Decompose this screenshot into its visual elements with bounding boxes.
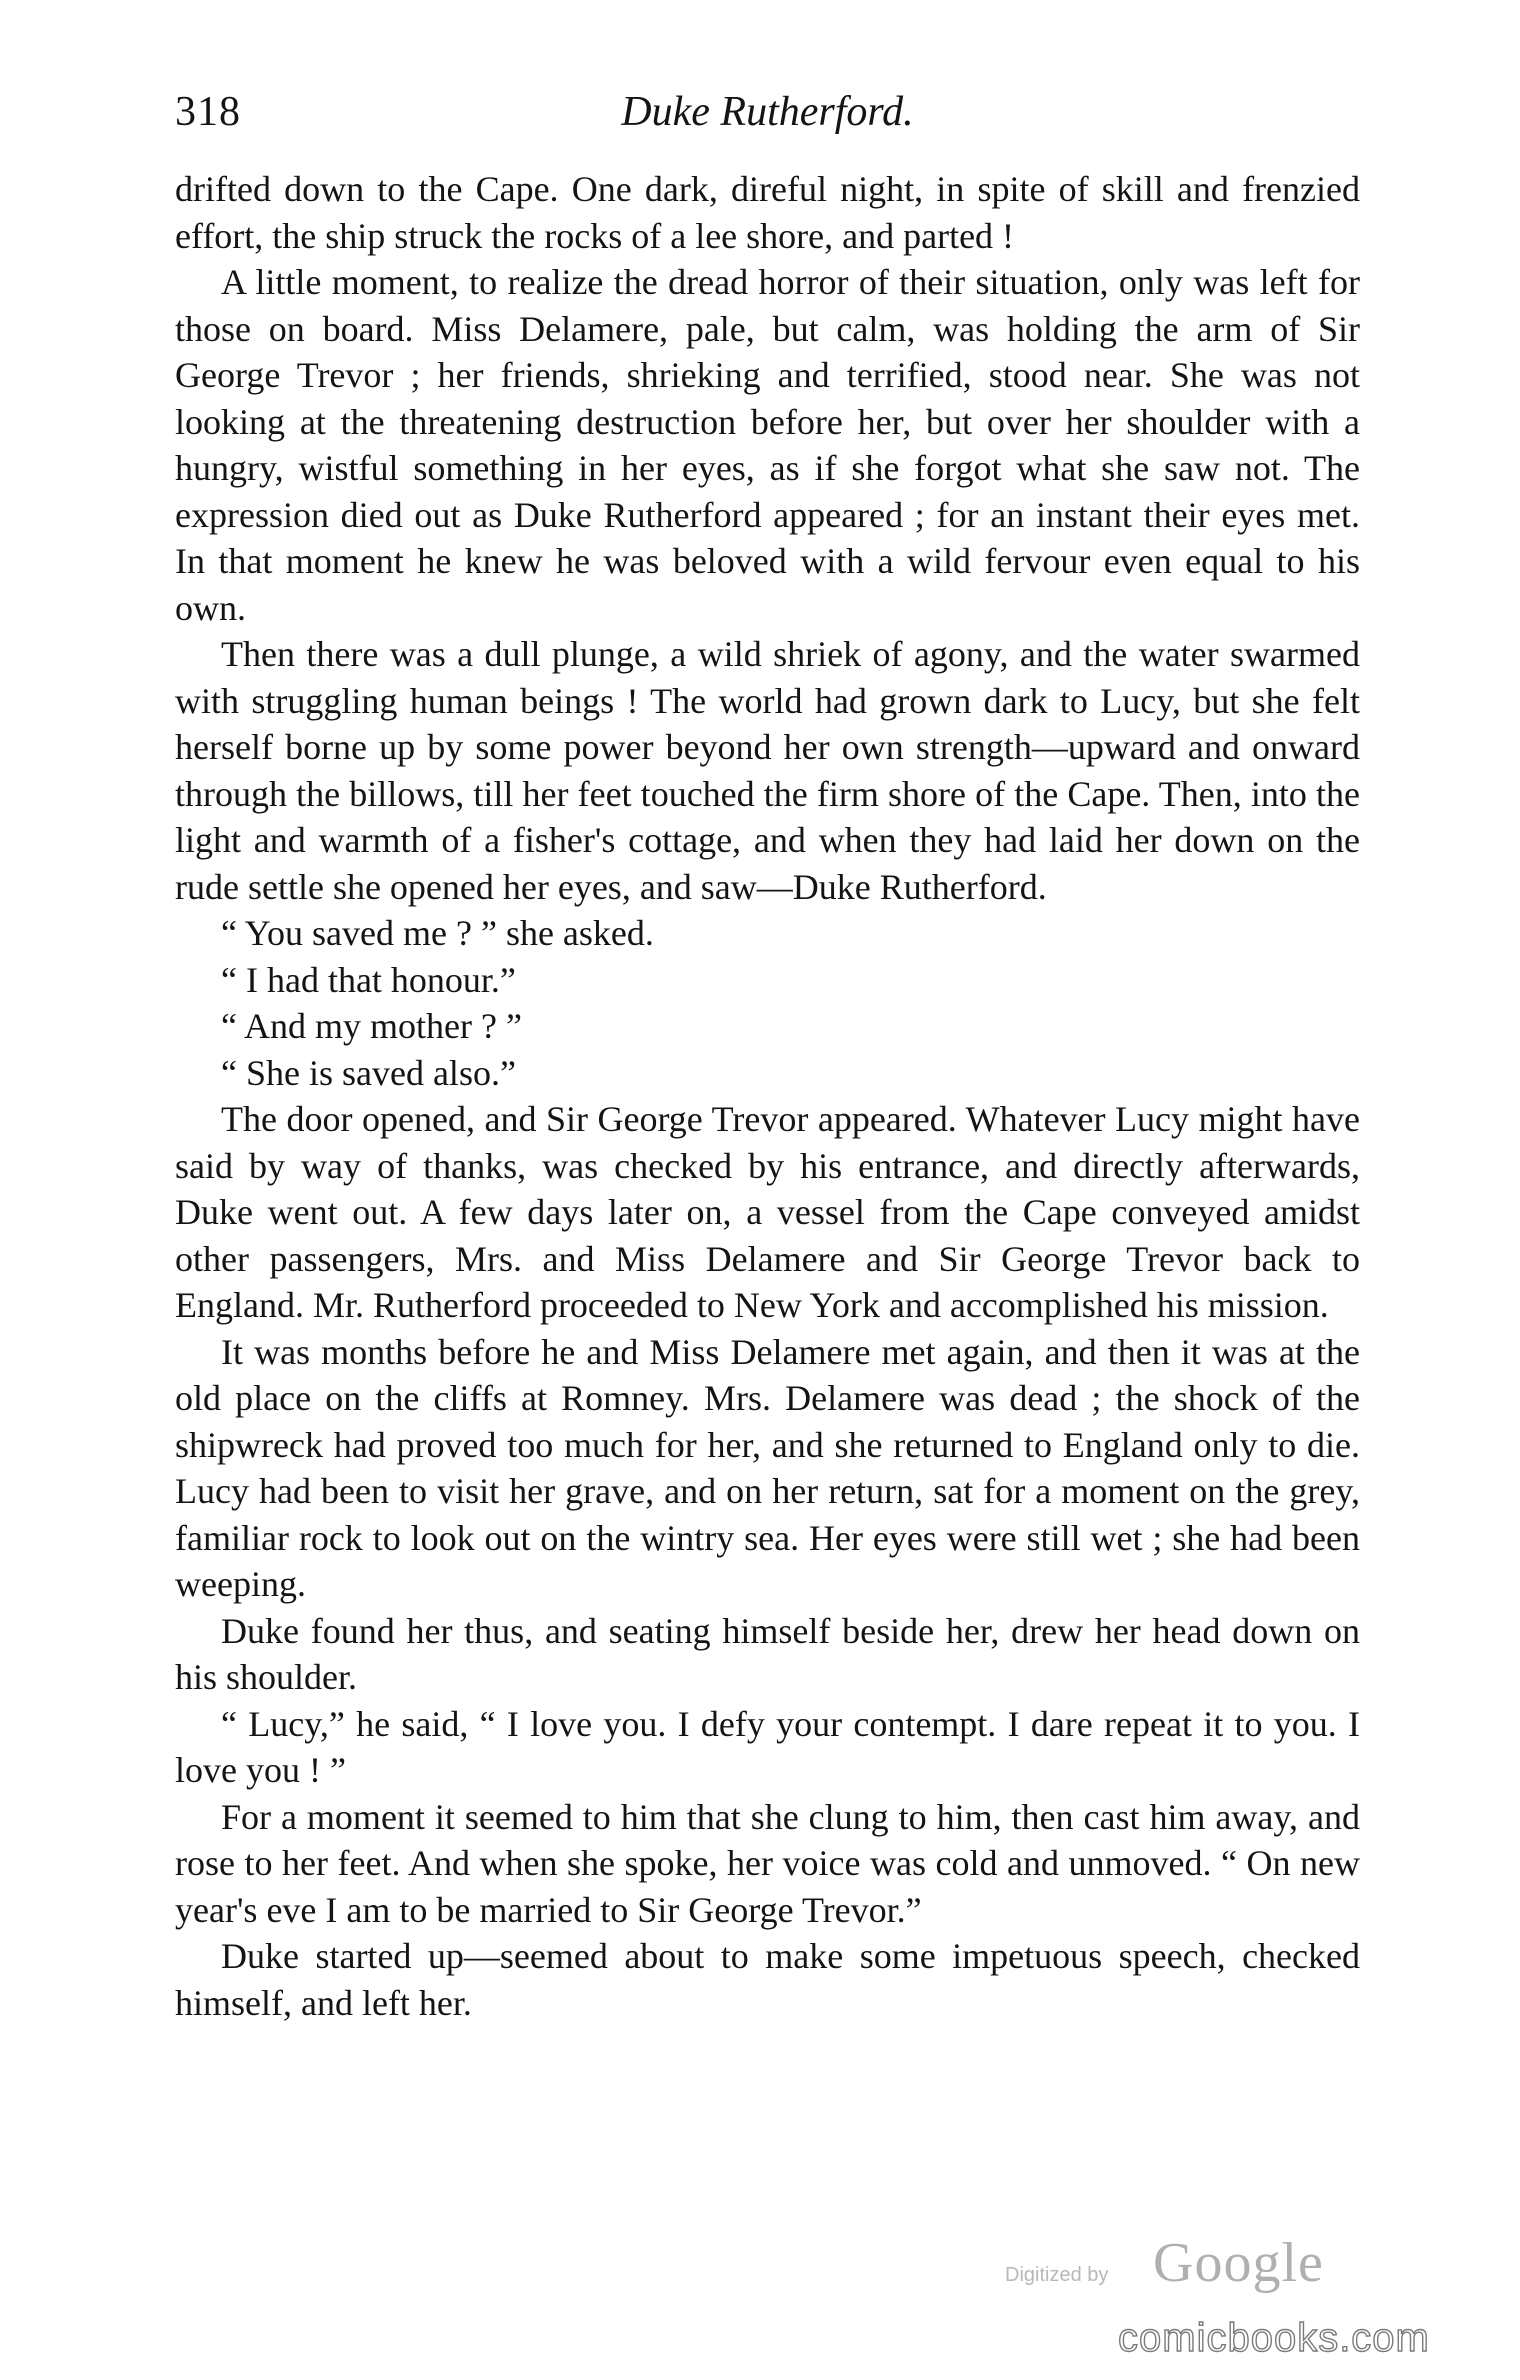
running-title: Duke Rutherford. <box>621 89 914 135</box>
google-watermark <box>1005 2225 1335 2295</box>
paragraph: Duke found her thus, and seating himself beside her, drew her head down on his shoulder. <box>175 1610 1360 1697</box>
body-text <box>175 166 1360 2026</box>
google-logo: Google <box>1153 2232 1324 2294</box>
paragraph: Then there was a dull plunge, a wild shriek of agony, and the water swarmed with struggling human beings ! The world had grown dark to Lucy, but she felt herself borne up by some power beyond her own strength—upward and onward through the billows, till her feet touched the firm shore of the Cape. Then, into the light and warmth of a fisher's cottage, and when they had laid her down on the rude settle she opened her eyes, and saw—Duke Rutherford. <box>175 634 1360 907</box>
paragraph: A little moment, to realize the dread horror of their situation, only was left for those on board. Miss Delamere, pale, but calm, was holding the arm of Sir George Trevor ; her friends, shrieking and terrified, stood near. She was not looking at the threatening destruction before her, but over her shoulder with a hungry, wistful something in her eyes, as if she forgot what she saw not. The expression died out as Duke Rutherford appeared ; for an instant their eyes met. In that moment he knew he was beloved with a wild fervour even equal to his own. <box>175 262 1360 628</box>
page-header <box>175 88 1360 148</box>
paragraph: The door opened, and Sir George Trevor appeared. Whatever Lucy might have said by way of thanks, was checked by his entrance, and directly afterwards, Duke went out. A few days later on, a vessel from the Cape conveyed amidst other passengers, Mrs. and Miss Delamere and Sir George Trevor back to England. Mr. Rutherford proceeded to New York and accomplished his mission. <box>175 1099 1360 1325</box>
dialogue-line: “ I had that honour.” <box>221 959 516 1000</box>
dialogue-line: “ And my mother ? ” <box>221 1006 522 1046</box>
paragraph: drifted down to the Cape. One dark, direful night, in spite of skill and frenzied effort, the ship struck the rocks of a lee shore, and parted ! <box>175 169 1360 256</box>
paragraph: For a moment it seemed to him that she clung to him, then cast him away, and rose to her feet. And when she spoke, her voice was cold and unmoved. “ On new year's eve I am to be married to Sir George Trevor.” <box>175 1796 1360 1930</box>
site-watermark: comicbooks.com <box>1118 2316 1430 2360</box>
digitized-by-text: Digitized by <box>1005 2264 1109 2286</box>
dialogue-line: “ Lucy,” he said, “ I love you. I defy your contempt. I dare repeat it to you. I love you ! ” <box>175 1703 1360 1790</box>
dialogue-line: “ She is saved also.” <box>221 1052 516 1093</box>
paragraph: Duke started up—seemed about to make some impetuous speech, checked himself, and left her. <box>175 1936 1360 2023</box>
dialogue-line: “ You saved me ? ” she asked. <box>221 913 654 953</box>
page-number: 318 <box>175 89 241 135</box>
paragraph: It was months before he and Miss Delamere met again, and then it was at the old place on the cliffs at Romney. Mrs. Delamere was dead ; the shock of the shipwreck had proved too much for her, and she returned to England only to die. Lucy had been to visit her grave, and on her return, sat for a moment on the grey, familiar rock to look out on the wintry sea. Her eyes were still wet ; she had been weeping. <box>175 1331 1360 1604</box>
